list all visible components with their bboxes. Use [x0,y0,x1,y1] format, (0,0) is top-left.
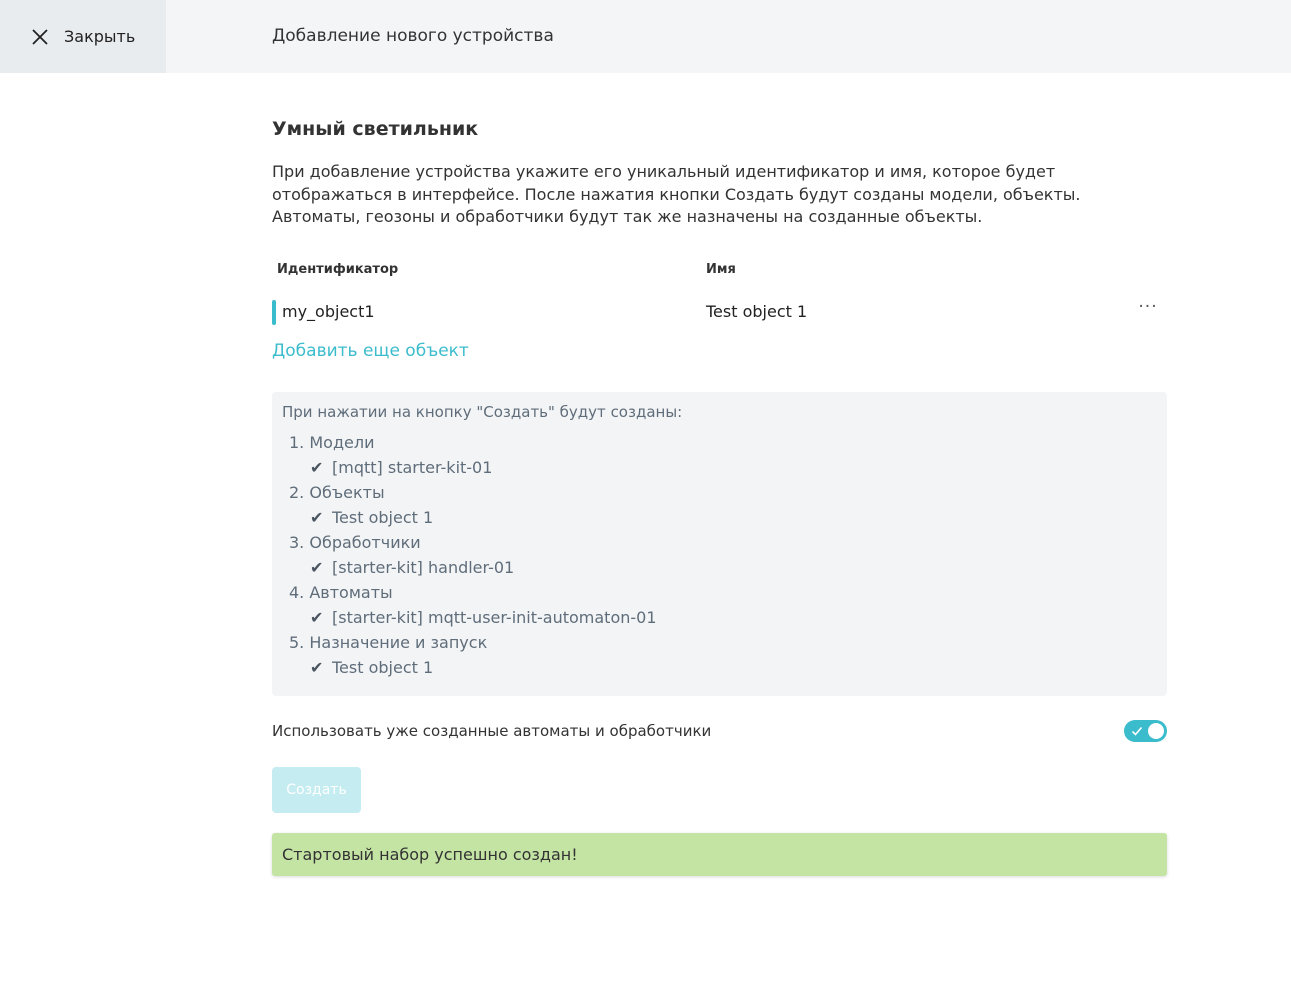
summary-item-text: [mqtt] starter-kit-01 [332,458,493,477]
device-title: Умный светильник [272,118,479,140]
creation-summary-box [272,392,1167,696]
row-name[interactable]: Test object 1 [706,302,808,321]
page-title: Добавление нового устройства [272,26,554,46]
check-icon: ✔ [310,558,324,577]
summary-item-text: Test object 1 [332,508,434,527]
summary-step: 1. Модели [289,433,375,452]
summary-item [310,558,514,577]
row-accent-bar [272,300,276,325]
summary-item [310,458,492,477]
summary-step: 5. Назначение и запуск [289,633,488,652]
create-button[interactable]: Создать [272,767,361,813]
row-identifier[interactable]: my_object1 [282,302,375,321]
summary-item-text: [starter-kit] handler-01 [332,558,515,577]
summary-item [310,608,657,627]
summary-heading: При нажатии на кнопку "Создать" будут созданы: [282,403,683,421]
table-row [272,298,1167,326]
check-icon: ✔ [310,658,324,677]
summary-step: 2. Объекты [289,483,385,502]
close-label: Закрыть [64,27,136,46]
column-header-identifier: Идентификатор [277,262,399,277]
check-icon: ✔ [310,508,324,527]
summary-step: 3. Обработчики [289,533,421,552]
summary-item-text: [starter-kit] mqtt-user-init-automaton-01 [332,608,657,627]
summary-item [310,508,433,527]
checkmark-icon [1131,725,1143,737]
summary-item [310,658,433,677]
check-icon: ✔ [310,608,324,627]
toggle-label: Использовать уже созданные автоматы и обработчики [272,722,712,740]
check-icon: ✔ [310,458,324,477]
success-alert [272,833,1167,876]
toggle-knob [1148,723,1164,739]
add-object-link[interactable]: Добавить еще объект [272,341,469,361]
use-existing-toggle[interactable] [1124,720,1167,742]
more-options-icon[interactable]: ··· [1138,297,1158,317]
top-bar [0,0,1291,73]
summary-item-text: Test object 1 [332,658,434,677]
device-description: При добавление устройства укажите его уникальный идентификатор и имя, которое будет отображаться в интерфейсе. После нажатия кнопки Создать будут созданы модели, объекты. Автоматы, геозоны и обработчики будут так же назначены на созданные объекты. [272,162,1081,226]
summary-step: 4. Автоматы [289,583,393,602]
close-button[interactable] [0,0,166,73]
success-message: Стартовый набор успешно создан! [282,845,578,864]
column-header-name: Имя [706,262,736,277]
close-icon [31,28,49,46]
